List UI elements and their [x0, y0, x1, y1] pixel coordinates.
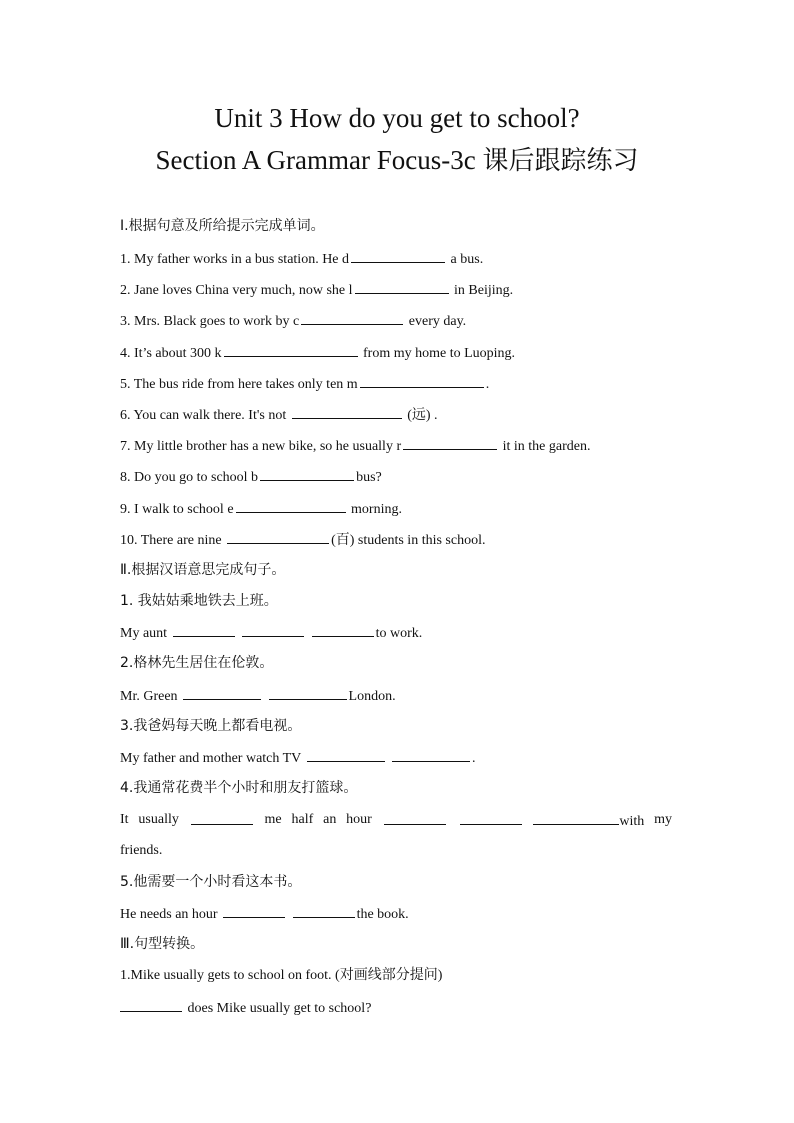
answer-blank[interactable] — [227, 529, 329, 544]
s2-q5-english — [120, 903, 409, 925]
s1-item-4-pre: 4. It’s about 300 k — [120, 346, 222, 361]
s1-item-7-post: it in the garden. — [499, 439, 591, 454]
title-en: Section A Grammar Focus-3c — [155, 145, 483, 175]
s1-item-10-post: (百) students in this school. — [331, 533, 486, 548]
s1-item-5-pre: 5. The bus ride from here takes only ten m — [120, 377, 358, 392]
answer-blank[interactable] — [355, 279, 449, 294]
s2-q2-english — [120, 685, 396, 707]
section2-heading: Ⅱ.根据汉语意思完成句子。 — [120, 562, 286, 578]
s2-q4-word: with — [619, 814, 645, 829]
answer-blank[interactable] — [392, 747, 470, 762]
section3-heading: Ⅲ.句型转换。 — [120, 936, 205, 952]
s2-q4-word: usually — [138, 812, 179, 827]
s2-q4-word: an — [323, 812, 337, 827]
title-zh: 课后跟踪练习 — [482, 146, 639, 176]
s1-item-2-post: in Beijing. — [450, 283, 514, 298]
page-title-line1: Unit 3 How do you get to school? — [214, 103, 580, 133]
s1-item-8-pre: 8. Do you go to school b — [120, 470, 259, 485]
s2-q5-pre: He needs an hour — [120, 907, 222, 922]
s1-item-1-post: a bus. — [447, 252, 484, 267]
s1-item-9 — [120, 498, 402, 520]
s1-item-6-post: (远) . — [403, 408, 438, 423]
s1-item-8-post: bus? — [356, 470, 382, 485]
answer-blank[interactable] — [384, 810, 446, 825]
s1-item-3 — [120, 310, 466, 332]
answer-blank[interactable] — [236, 498, 346, 513]
s1-item-6-pre: 6. You can walk there. It's not — [120, 408, 290, 423]
s1-item-7-pre: 7. My little brother has a new bike, so he usually r — [120, 439, 402, 454]
s2-q5-post: the book. — [356, 907, 409, 922]
s2-q4-word: half — [291, 812, 314, 827]
answer-blank[interactable] — [293, 903, 355, 918]
answer-blank[interactable] — [360, 373, 484, 388]
s2-q1-pre: My aunt — [120, 626, 171, 641]
s2-q4-word: It — [120, 812, 129, 827]
s1-item-7 — [120, 435, 590, 457]
s2-q4-chinese: 4.我通常花费半个小时和朋友打篮球。 — [120, 780, 358, 796]
s1-item-2-pre: 2. Jane loves China very much, now she l — [120, 283, 353, 298]
answer-blank[interactable] — [403, 435, 497, 450]
s1-item-3-post: every day. — [405, 314, 467, 329]
s1-item-6 — [120, 404, 438, 426]
s1-item-8 — [120, 466, 382, 488]
s1-item-10 — [120, 529, 485, 551]
s3-q1: 1.Mike usually gets to school on foot. (对画线部分提问) — [120, 968, 443, 983]
answer-blank[interactable] — [191, 810, 253, 825]
answer-blank[interactable] — [312, 622, 374, 637]
s2-q3-post: . — [472, 751, 476, 766]
s2-q2-post: London. — [348, 689, 396, 704]
s1-item-3-pre: 3. Mrs. Black goes to work by c — [120, 314, 300, 329]
s1-item-10-pre: 10. There are nine — [120, 533, 226, 548]
s2-q3-english — [120, 747, 476, 769]
s2-q4-word: my — [654, 812, 672, 827]
s1-item-1 — [120, 248, 483, 270]
s2-q4-word: hour — [346, 812, 372, 827]
answer-blank[interactable] — [183, 685, 261, 700]
answer-blank[interactable] — [307, 747, 385, 762]
s1-item-5-post: . — [485, 377, 490, 392]
s3-q1-post: does Mike usually get to school? — [184, 1001, 372, 1016]
s3-q1-answer-line — [120, 997, 371, 1019]
answer-blank[interactable] — [224, 342, 358, 357]
s2-q4-word: me — [264, 812, 282, 827]
s1-item-5 — [120, 373, 489, 395]
answer-blank[interactable] — [301, 310, 403, 325]
s1-item-9-post: morning. — [347, 502, 402, 517]
s1-item-2 — [120, 279, 513, 301]
s2-q5-chinese: 5.他需要一个小时看这本书。 — [120, 874, 302, 890]
s2-q2-chinese: 2.格林先生居住在伦敦。 — [120, 655, 274, 671]
answer-blank[interactable] — [173, 622, 235, 637]
s2-q4-continuation: friends. — [120, 843, 163, 858]
s1-item-9-pre: 9. I walk to school e — [120, 502, 234, 517]
answer-blank[interactable] — [351, 248, 445, 263]
s1-item-1-pre: 1. My father works in a bus station. He d — [120, 252, 350, 267]
answer-blank[interactable] — [223, 903, 285, 918]
answer-blank[interactable] — [260, 466, 354, 481]
s2-q4-english — [120, 810, 672, 832]
answer-blank[interactable] — [292, 404, 402, 419]
s2-q1-chinese: 1. 我姑姑乘地铁去上班。 — [120, 593, 278, 609]
s2-q1-post: to work. — [375, 626, 423, 641]
answer-blank[interactable] — [460, 810, 522, 825]
s1-item-4 — [120, 342, 515, 364]
s1-item-4-post: from my home to Luoping. — [359, 346, 516, 361]
answer-blank[interactable] — [533, 810, 619, 825]
s2-q3-chinese: 3.我爸妈每天晚上都看电视。 — [120, 718, 302, 734]
section1-heading: Ⅰ.根据句意及所给提示完成单词。 — [120, 218, 325, 234]
answer-blank[interactable] — [120, 997, 182, 1012]
s2-q3-pre: My father and mother watch TV — [120, 751, 305, 766]
answer-blank[interactable] — [269, 685, 347, 700]
page-title-line2 — [0, 140, 794, 181]
s2-q2-pre: Mr. Green — [120, 689, 182, 704]
answer-blank[interactable] — [242, 622, 304, 637]
s2-q1-english — [120, 622, 422, 644]
